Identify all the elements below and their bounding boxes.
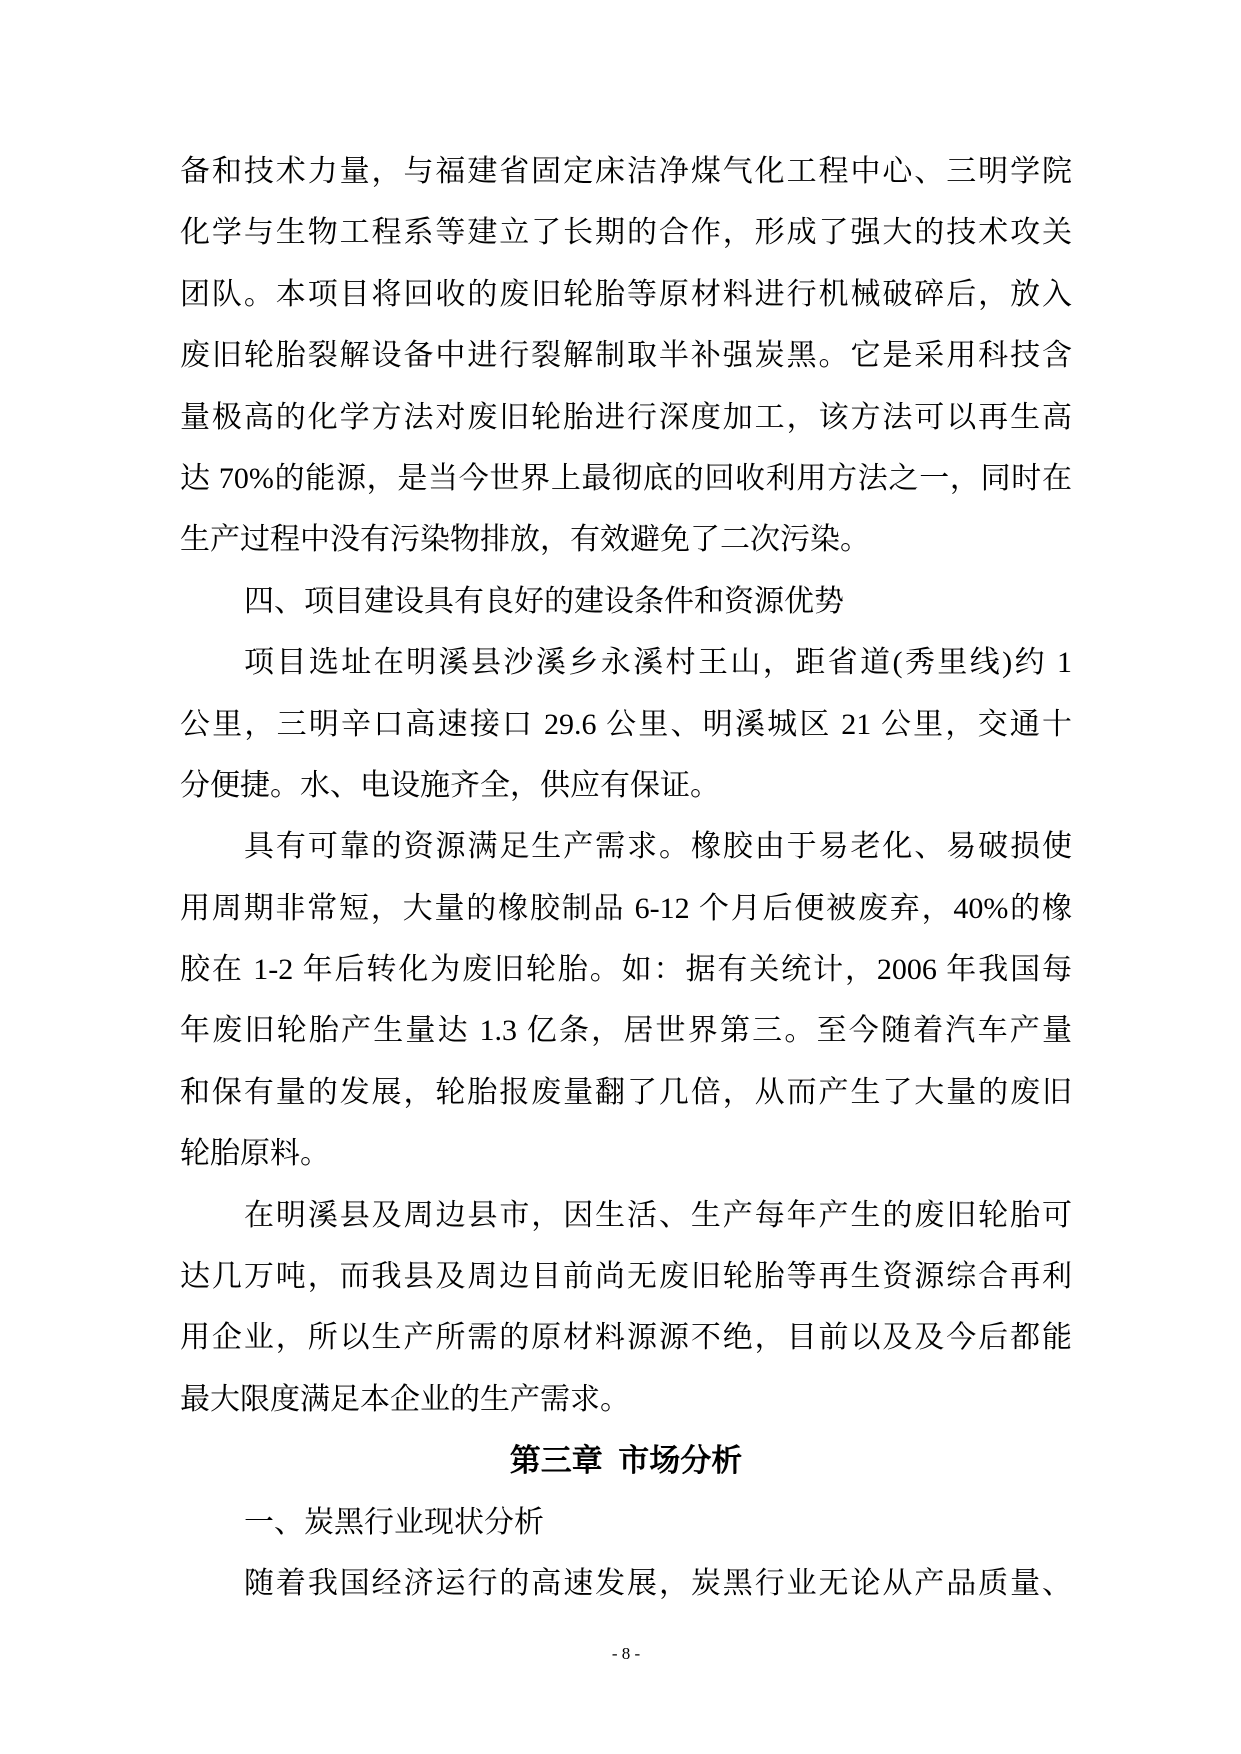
text-line: 用企业，所以生产所需的原材料源源不绝，目前以及及今后都能 <box>180 1321 1072 1355</box>
section-heading-text: 四、项目建设具有良好的建设条件和资源优势 <box>244 584 844 618</box>
page-body <box>180 141 1072 1614</box>
paragraph <box>180 632 1072 816</box>
text-line: 具有可靠的资源满足生产需求。橡胶由于易老化、易破损使 <box>244 830 1072 864</box>
paragraph <box>180 141 1072 571</box>
section-heading-text: 一、炭黑行业现状分析 <box>244 1505 544 1539</box>
text-line: 和保有量的发展，轮胎报废量翻了几倍，从而产生了大量的废旧 <box>180 1075 1072 1109</box>
text-line: 废旧轮胎裂解设备中进行裂解制取半补强炭黑。它是采用科技含 <box>180 339 1072 373</box>
text-line: 最大限度满足本企业的生产需求。 <box>180 1382 630 1416</box>
paragraph <box>180 1553 1072 1614</box>
text-line: 备和技术力量，与福建省固定床洁净煤气化工程中心、三明学院 <box>180 155 1072 188</box>
section-heading <box>180 571 1072 632</box>
text-line: 轮胎原料。 <box>180 1137 330 1171</box>
text-line: 达几万吨，而我县及周边目前尚无废旧轮胎等再生资源综合再利 <box>180 1260 1072 1294</box>
text-line: 量极高的化学方法对废旧轮胎进行深度加工，该方法可以再生高 <box>180 400 1072 434</box>
text-line: 团队。本项目将回收的废旧轮胎等原材料进行机械破碎后，放入 <box>180 277 1072 311</box>
page-number: - 8 - <box>611 1644 641 1663</box>
text-line: 随着我国经济运行的高速发展，炭黑行业无论从产品质量、 <box>244 1566 1072 1600</box>
text-line: 化学与生物工程系等建立了长期的合作，形成了强大的技术攻关 <box>180 216 1072 250</box>
chapter-heading-text: 第三章 市场分析 <box>509 1443 743 1479</box>
text-line: 用周期非常短，大量的橡胶制品 6-12 个月后便被废弃，40%的橡 <box>180 891 1072 925</box>
text-line: 达 70%的能源，是当今世界上最彻底的回收利用方法之一，同时在 <box>180 461 1072 495</box>
chapter-heading <box>180 1430 1072 1491</box>
text-line: 分便捷。水、电设施齐全，供应有保证。 <box>180 768 720 802</box>
text-line: 胶在 1-2 年后转化为废旧轮胎。如：据有关统计，2006 年我国每 <box>180 953 1072 987</box>
paragraph <box>180 816 1072 1184</box>
paragraph <box>180 1185 1072 1431</box>
section-heading <box>180 1492 1072 1553</box>
text-line: 项目选址在明溪县沙溪乡永溪村王山，距省道(秀里线)约 1 <box>244 646 1072 680</box>
text-line: 年废旧轮胎产生量达 1.3 亿条，居世界第三。至今随着汽车产量 <box>180 1014 1072 1048</box>
text-line: 公里，三明辛口高速接口 29.6 公里、明溪城区 21 公里，交通十 <box>180 707 1072 741</box>
text-line: 生产过程中没有污染物排放，有效避免了二次污染。 <box>180 523 870 557</box>
text-line: 在明溪县及周边县市，因生活、生产每年产生的废旧轮胎可 <box>244 1198 1072 1232</box>
